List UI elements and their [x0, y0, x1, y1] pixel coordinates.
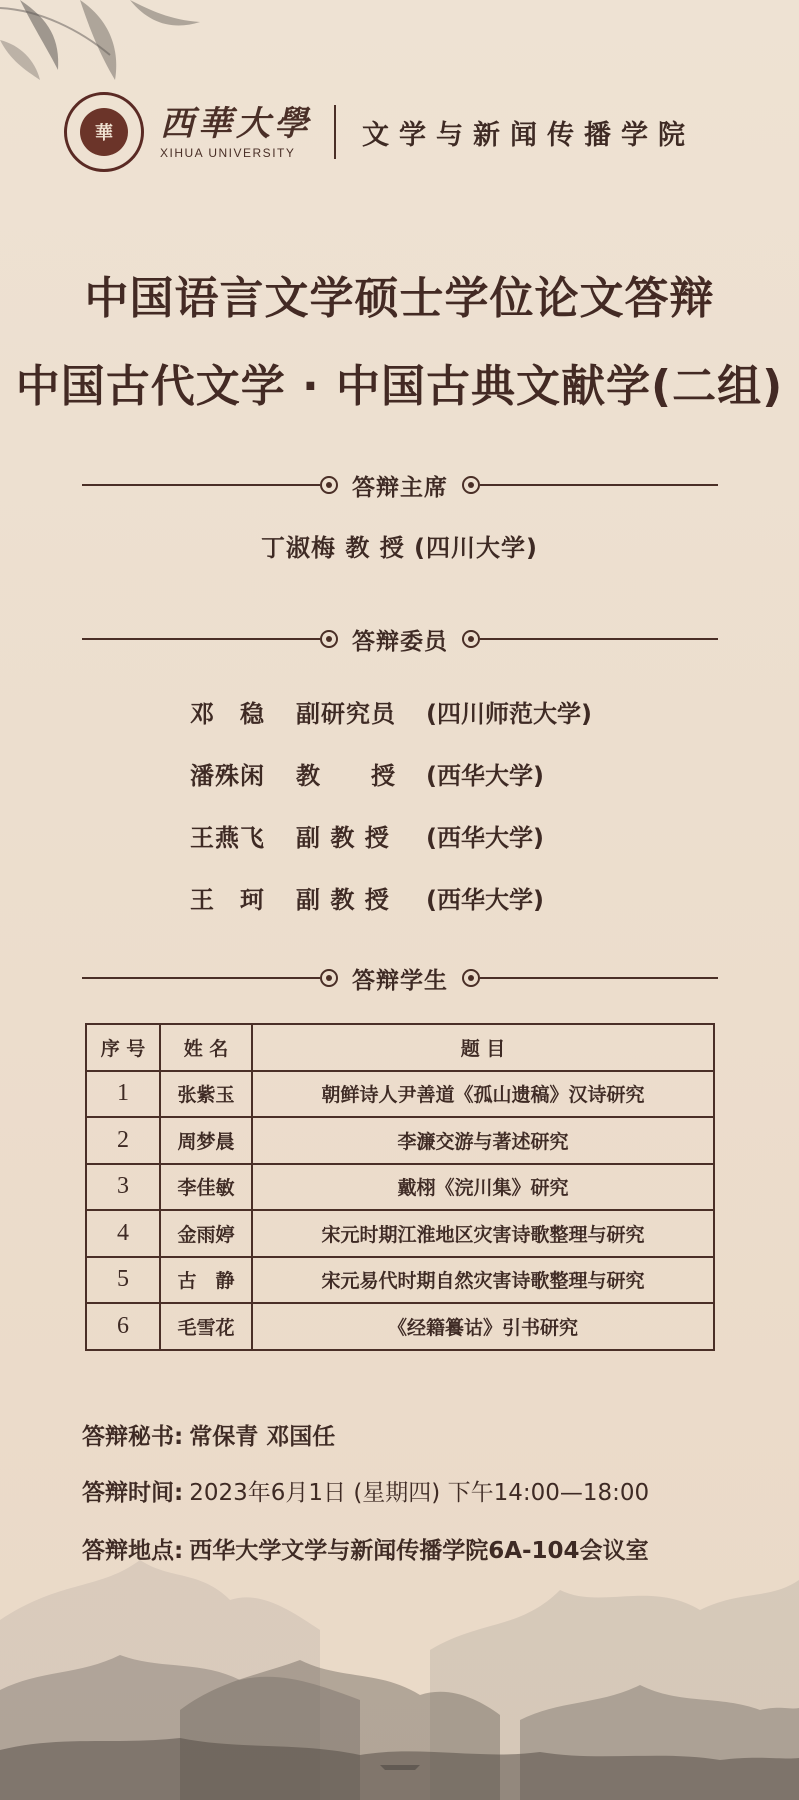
students-section-label: 答辩学生 — [352, 967, 448, 994]
university-brand — [160, 104, 312, 160]
member-org: (西华大学) — [426, 823, 544, 852]
main-title: 中国语言文学硕士学位论文答辩 — [84, 273, 715, 324]
row-no: 3 — [86, 1164, 160, 1211]
university-seal-logo — [64, 92, 144, 172]
committee-section-header — [82, 624, 718, 654]
row-no: 1 — [86, 1071, 160, 1118]
ring-ornament-icon — [320, 630, 338, 648]
row-name: 金雨婷 — [160, 1210, 252, 1257]
row-name: 毛雪花 — [160, 1303, 252, 1350]
member-title: 副 教 授 — [296, 823, 390, 852]
member-org: (西华大学) — [426, 761, 544, 790]
sub-title: 中国古代文学 · 中国古典文献学(二组) — [15, 361, 784, 412]
header-divider — [334, 105, 336, 159]
header-name: 姓 名 — [160, 1024, 252, 1071]
member-title: 副研究员 — [296, 699, 396, 728]
divider-line-right — [480, 638, 718, 640]
row-topic: 宋元时期江淮地区灾害诗歌整理与研究 — [252, 1210, 714, 1257]
divider-line-right — [480, 977, 718, 979]
table-row — [86, 1071, 714, 1118]
committee-member — [190, 866, 592, 928]
divider-line-left — [82, 484, 320, 486]
college-name: 文学与新闻传播学院 — [362, 119, 695, 151]
students-table — [85, 1023, 715, 1351]
member-org: (西华大学) — [426, 885, 544, 914]
header-no: 序 号 — [86, 1024, 160, 1071]
committee-member — [190, 804, 592, 866]
committee-section-label: 答辩委员 — [352, 628, 448, 655]
member-name: 潘殊闲 — [190, 761, 265, 790]
row-topic: 戴栩《浣川集》研究 — [252, 1164, 714, 1211]
chair-section-header — [82, 470, 718, 500]
committee-member — [190, 742, 592, 804]
students-section-header — [82, 963, 718, 993]
divider-line-left — [82, 638, 320, 640]
table-row — [86, 1117, 714, 1164]
member-title: 教 授 — [296, 761, 396, 790]
table-row — [86, 1257, 714, 1304]
university-name-en: XIHUA UNIVERSITY — [160, 146, 296, 160]
seal-center: 華 — [80, 108, 128, 156]
ring-ornament-icon — [462, 630, 480, 648]
row-topic: 《经籍籑诂》引书研究 — [252, 1303, 714, 1350]
row-name: 古 静 — [160, 1257, 252, 1304]
member-name: 邓 稳 — [190, 699, 265, 728]
divider-line-right — [480, 484, 718, 486]
table-header-row — [86, 1024, 714, 1071]
row-topic: 宋元易代时期自然灾害诗歌整理与研究 — [252, 1257, 714, 1304]
ring-ornament-icon — [462, 969, 480, 987]
secretary-line — [82, 1418, 335, 1451]
row-name: 周梦晨 — [160, 1117, 252, 1164]
row-no: 6 — [86, 1303, 160, 1350]
university-name-cn: 西華大學 — [160, 104, 312, 144]
secretary-value: 常保青 邓国任 — [189, 1424, 336, 1450]
chair-name: 丁淑梅 教 授 (四川大学) — [260, 534, 538, 562]
member-org: (四川师范大学) — [426, 699, 592, 728]
member-name: 王 珂 — [190, 885, 265, 914]
row-no: 2 — [86, 1117, 160, 1164]
member-name: 王燕飞 — [190, 823, 265, 852]
row-no: 4 — [86, 1210, 160, 1257]
ring-ornament-icon — [320, 476, 338, 494]
secretary-label: 答辩秘书: — [82, 1424, 184, 1450]
place-label: 答辩地点: — [82, 1538, 184, 1564]
row-topic: 朝鲜诗人尹善道《孤山遗稿》汉诗研究 — [252, 1071, 714, 1118]
ring-ornament-icon — [320, 969, 338, 987]
time-label: 答辩时间: — [82, 1480, 184, 1506]
committee-member — [190, 680, 592, 742]
ring-ornament-icon — [462, 476, 480, 494]
ink-mountains-decoration — [0, 1470, 799, 1800]
divider-line-left — [82, 977, 320, 979]
member-title: 副 教 授 — [296, 885, 390, 914]
table-row — [86, 1164, 714, 1211]
row-no: 5 — [86, 1257, 160, 1304]
committee-members — [190, 680, 592, 928]
header-topic: 题 目 — [252, 1024, 714, 1071]
row-topic: 李濂交游与著述研究 — [252, 1117, 714, 1164]
row-name: 张紫玉 — [160, 1071, 252, 1118]
chair-section-label: 答辩主席 — [352, 474, 448, 501]
time-value: 2023年6月1日 (星期四) 下午14:00—18:00 — [189, 1480, 650, 1506]
table-row — [86, 1210, 714, 1257]
place-value: 西华大学文学与新闻传播学院6A-104会议室 — [189, 1538, 649, 1564]
header — [64, 92, 695, 172]
row-name: 李佳敏 — [160, 1164, 252, 1211]
table-row — [86, 1303, 714, 1350]
